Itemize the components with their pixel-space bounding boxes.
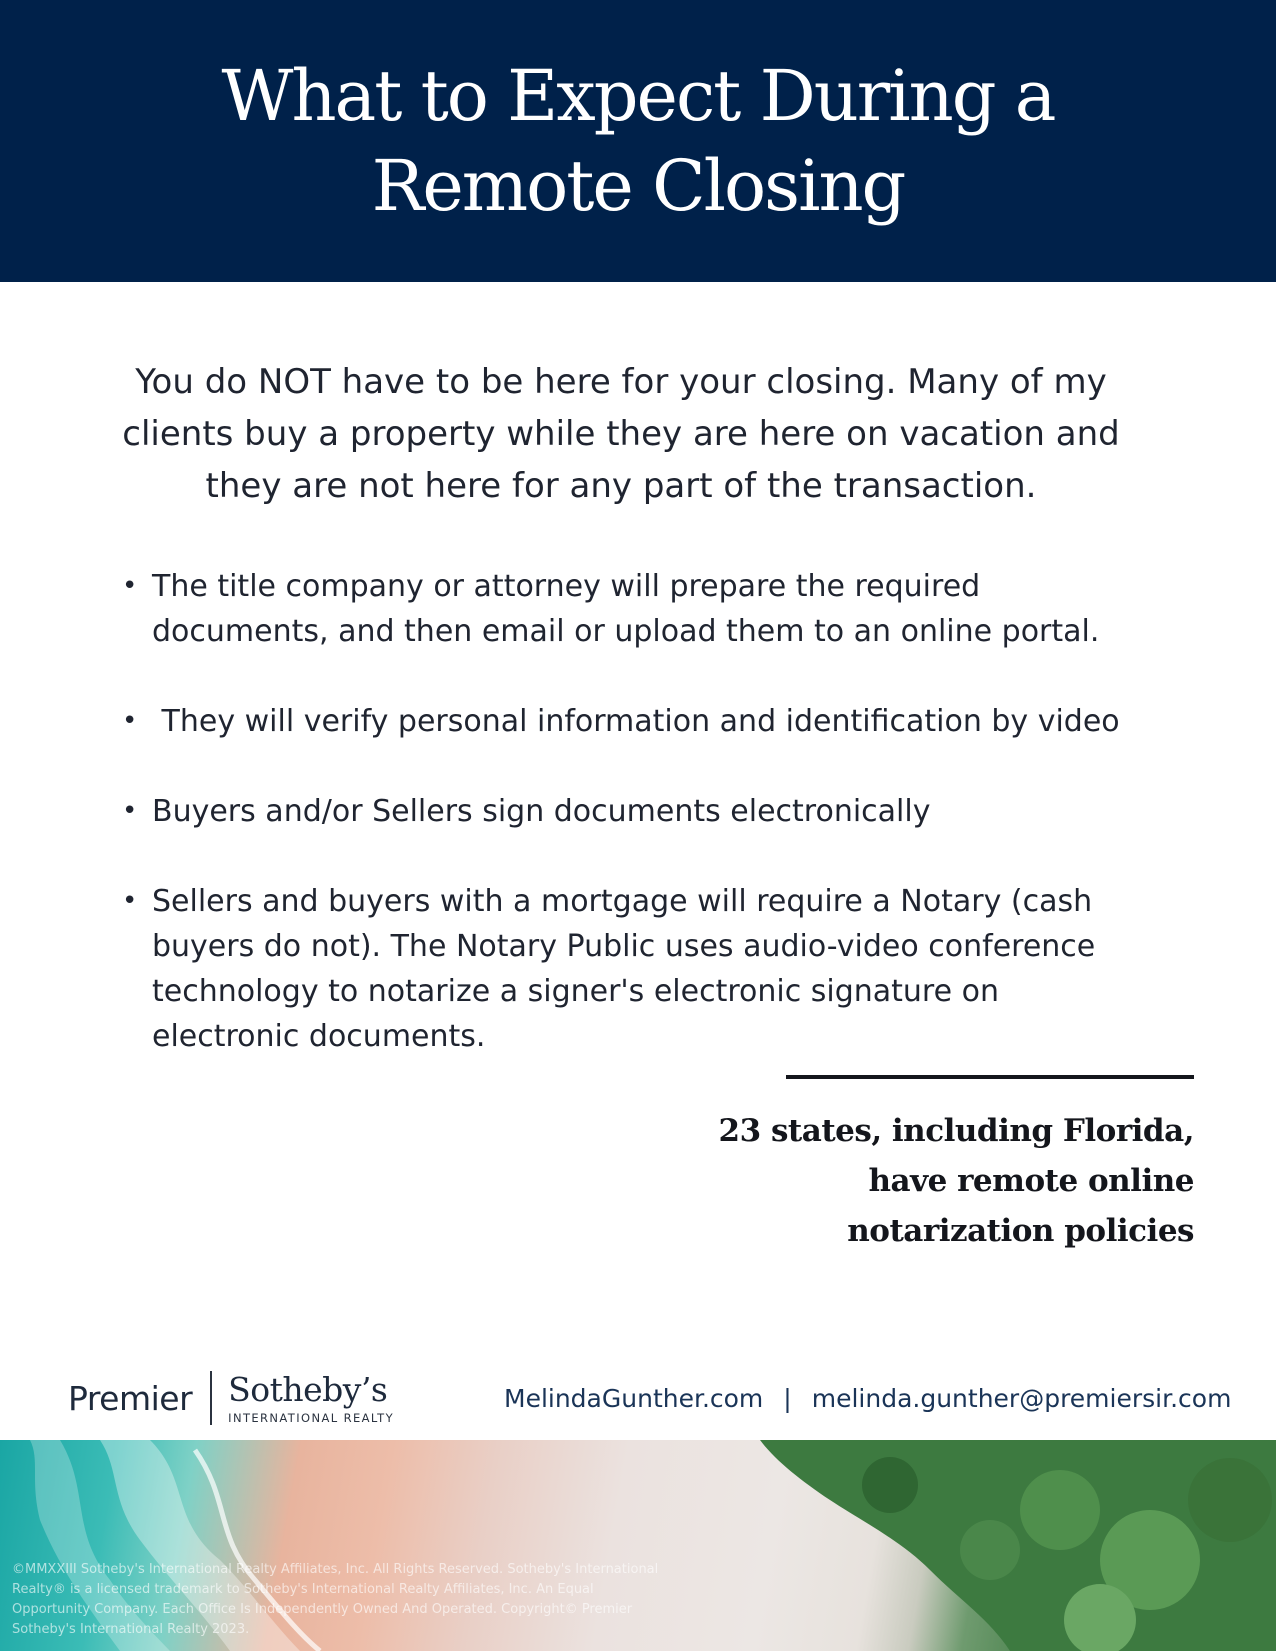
logo-divider: [210, 1371, 212, 1425]
logo-premier-wordmark: Premier: [68, 1378, 193, 1418]
bullet-icon: •: [122, 706, 138, 736]
contact-separator: |: [783, 1383, 792, 1413]
bullet-icon: •: [122, 796, 138, 826]
page-title: What to Expect During a Remote Closing: [221, 55, 1055, 227]
bullet-list: [120, 564, 1150, 1059]
header-banner: [0, 0, 1276, 282]
bullet-text: Buyers and/or Sellers sign documents electronically: [152, 794, 931, 829]
logo-sothebys-lockup: [228, 1369, 395, 1425]
contact-info: [504, 1380, 1231, 1416]
divider-rule: [786, 1075, 1194, 1079]
bullet-item-sign: [120, 789, 1150, 834]
website-link[interactable]: MelindaGunther.com: [504, 1383, 764, 1413]
bullet-item-notary: [120, 879, 1150, 1059]
bullet-item-documents: [120, 564, 1150, 654]
notarization-callout: 23 states, including Florida, have remote online notarization policies: [718, 1113, 1194, 1249]
bullet-icon: •: [122, 886, 138, 916]
bullet-icon: •: [122, 571, 138, 601]
intro-paragraph: You do NOT have to be here for your closing. Many of my clients buy a property while they are here on vacation and they are not here for any part of the transaction.: [122, 362, 1120, 506]
email-link[interactable]: melinda.gunther@premiersir.com: [811, 1383, 1232, 1413]
logo-international-realty: INTERNATIONAL REALTY: [228, 1410, 395, 1425]
beach-aerial-image: [0, 1440, 1276, 1651]
bullet-text: They will verify personal information and identification by video: [152, 704, 1120, 739]
bullet-text: Sellers and buyers with a mortgage will require a Notary (cash buyers do not). The Notary Public uses audio-video conference technology to notarize a signer's electronic signature on electronic documents.: [152, 884, 1096, 1054]
legal-disclaimer: ©MMXXIII Sotheby's International Realty Affiliates, Inc. All Rights Reserved. Sotheby's International Realty® is a licensed trademark to Sotheby's International Realty Affiliates, Inc. An Equal Opportunity Company. Each Office Is Independently Owned And Operated. Copyright© Premier Sotheby's International Realty 2023.: [12, 1562, 659, 1637]
bullet-item-verify: [120, 699, 1150, 744]
logo-sothebys-wordmark: Sotheby’s: [228, 1369, 388, 1409]
bullet-text: The title company or attorney will prepare the required documents, and then email or upload them to an online portal.: [152, 569, 1100, 649]
brand-logo: [68, 1368, 394, 1428]
